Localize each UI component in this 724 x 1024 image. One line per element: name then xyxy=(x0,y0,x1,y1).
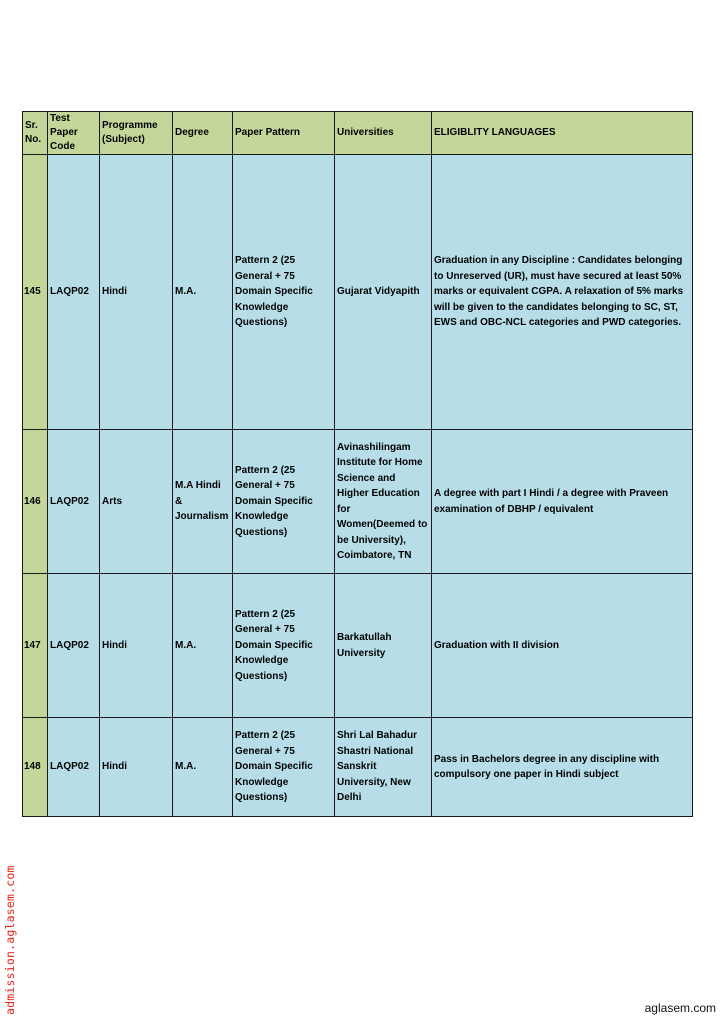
row-test-paper-code: LAQP02 xyxy=(48,718,100,817)
row-degree: M.A. xyxy=(173,574,233,718)
row-test-paper-code: LAQP02 xyxy=(48,574,100,718)
row-university: Avinashilingam Institute for Home Science and Higher Education for Women(Deemed to be University), Coimbatore, TN xyxy=(335,430,432,574)
row-sr-no: 147 xyxy=(23,574,48,718)
row-eligibility: Graduation with II division xyxy=(432,574,693,718)
table-row xyxy=(23,718,693,817)
header-paper-pattern: Paper Pattern xyxy=(233,112,335,155)
footer-brand[interactable]: aglasem.com xyxy=(644,1001,716,1015)
row-university: Barkatullah University xyxy=(335,574,432,718)
header-row xyxy=(23,112,693,155)
row-programme: Hindi xyxy=(100,574,173,718)
header-degree: Degree xyxy=(173,112,233,155)
row-sr-no: 148 xyxy=(23,718,48,817)
row-degree: M.A. xyxy=(173,155,233,430)
row-eligibility: Graduation in any Discipline : Candidates belonging to Unreserved (UR), must have secured at least 50% marks or equivalent CGPA. A relaxation of 5% marks will be given to the candidates belonging to SC, ST, EWS and OBC-NCL categories and PWD categories. xyxy=(432,155,693,430)
row-university: Gujarat Vidyapith xyxy=(335,155,432,430)
row-eligibility: Pass in Bachelors degree in any discipline with compulsory one paper in Hindi subject xyxy=(432,718,693,817)
table-row xyxy=(23,430,693,574)
row-programme: Hindi xyxy=(100,155,173,430)
row-university: Shri Lal Bahadur Shastri National Sanskrit University, New Delhi xyxy=(335,718,432,817)
row-paper-pattern: Pattern 2 (25 General + 75 Domain Specific Knowledge Questions) xyxy=(233,155,335,430)
row-paper-pattern: Pattern 2 (25 General + 75 Domain Specific Knowledge Questions) xyxy=(233,430,335,574)
watermark-text: admission.aglasem.com xyxy=(3,865,17,1015)
header-universities: Universities xyxy=(335,112,432,155)
row-degree: M.A Hindi & Journalism xyxy=(173,430,233,574)
row-programme: Arts xyxy=(100,430,173,574)
table-row xyxy=(23,155,693,430)
header-eligibility: ELIGIBLITY LANGUAGES xyxy=(432,112,693,155)
row-programme: Hindi xyxy=(100,718,173,817)
row-test-paper-code: LAQP02 xyxy=(48,430,100,574)
header-programme: Programme (Subject) xyxy=(100,112,173,155)
row-test-paper-code: LAQP02 xyxy=(48,155,100,430)
header-sr-no: Sr. No. xyxy=(23,112,48,155)
row-paper-pattern: Pattern 2 (25 General + 75 Domain Specific Knowledge Questions) xyxy=(233,718,335,817)
eligibility-table xyxy=(22,111,693,817)
table-row xyxy=(23,574,693,718)
row-sr-no: 146 xyxy=(23,430,48,574)
header-test-paper-code: Test Paper Code xyxy=(48,112,100,155)
row-paper-pattern: Pattern 2 (25 General + 75 Domain Specific Knowledge Questions) xyxy=(233,574,335,718)
row-sr-no: 145 xyxy=(23,155,48,430)
row-eligibility: A degree with part I Hindi / a degree with Praveen examination of DBHP / equivalent xyxy=(432,430,693,574)
row-degree: M.A. xyxy=(173,718,233,817)
